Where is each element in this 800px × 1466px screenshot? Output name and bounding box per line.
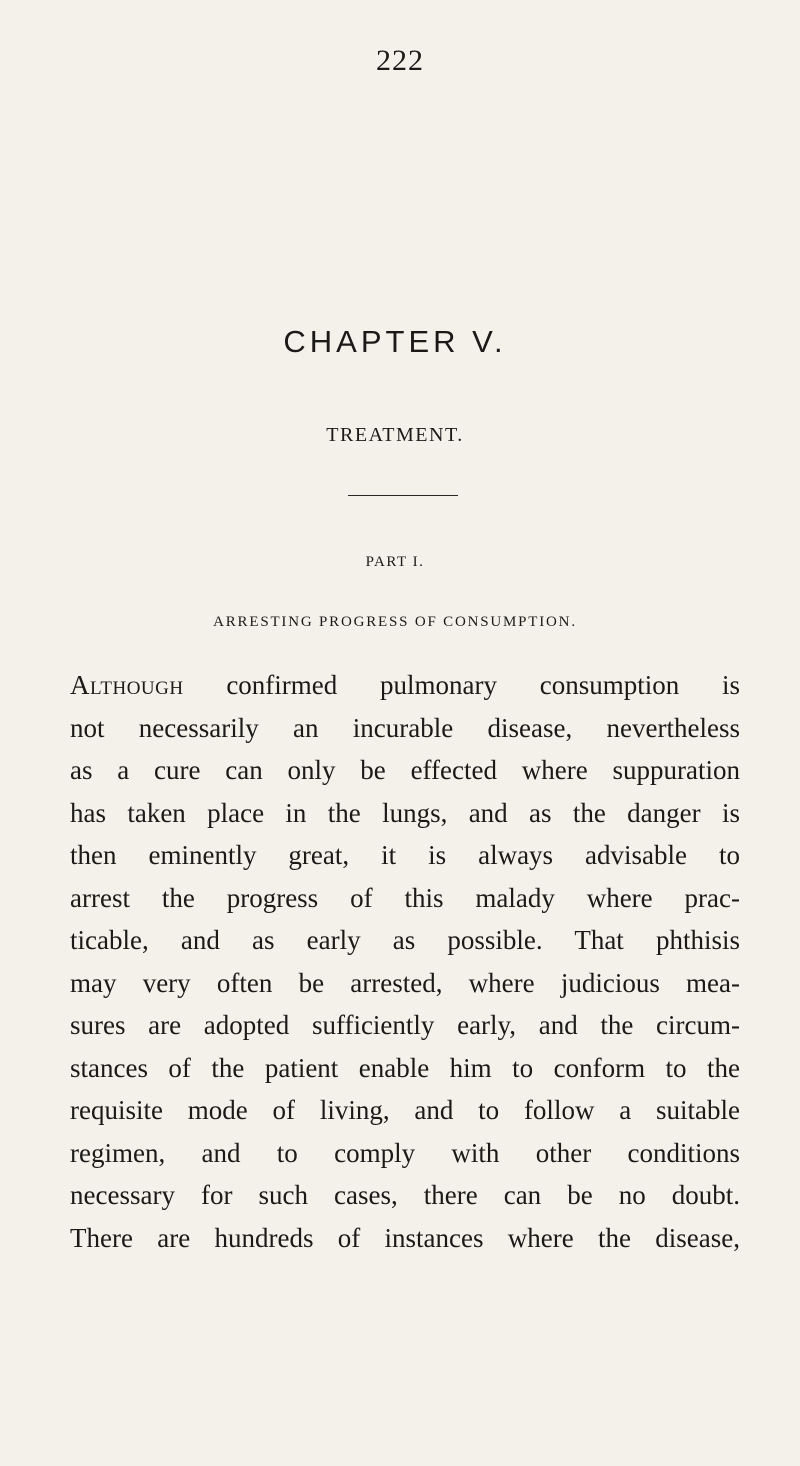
text-line: regimen, and to comply with other conditions [70, 1137, 740, 1168]
text-line-content: confirmed pulmonary consumption is [183, 670, 740, 700]
page-number: 222 [376, 44, 424, 77]
text-line: necessary for such cases, there can be no doubt. [70, 1180, 740, 1210]
text-line: There are hundreds of instances where the disease, [70, 1222, 740, 1253]
text-line: not necessarily an incurable disease, nevertheless [70, 712, 740, 743]
text-line: ticable, and as early as possible. That phthisis [70, 925, 740, 955]
text-line: may very often be arrested, where judicious mea- [70, 967, 740, 998]
part-heading: PART I. [365, 554, 425, 570]
text-line: as a cure can only be effected where suppuration [70, 755, 740, 785]
divider-rule [348, 495, 458, 496]
body-paragraph [70, 664, 740, 1259]
text-line: has taken place in the lungs, and as the danger is [70, 797, 740, 828]
part-subheading: ARRESTING PROGRESS OF CONSUMPTION. [213, 614, 577, 630]
text-line: requisite mode of living, and to follow a suitable [70, 1095, 740, 1125]
section-heading: TREATMENT. [326, 424, 464, 446]
text-line: sures are adopted sufficiently early, and the circum- [70, 1010, 740, 1040]
chapter-heading: CHAPTER V. [283, 324, 507, 359]
lead-word: Although [70, 670, 184, 700]
text-line [70, 664, 740, 707]
text-line: then eminently great, it is always advisable to [70, 840, 740, 870]
text-line: arrest the progress of this malady where prac- [70, 882, 740, 913]
text-line: stances of the patient enable him to conform to the [70, 1052, 740, 1083]
